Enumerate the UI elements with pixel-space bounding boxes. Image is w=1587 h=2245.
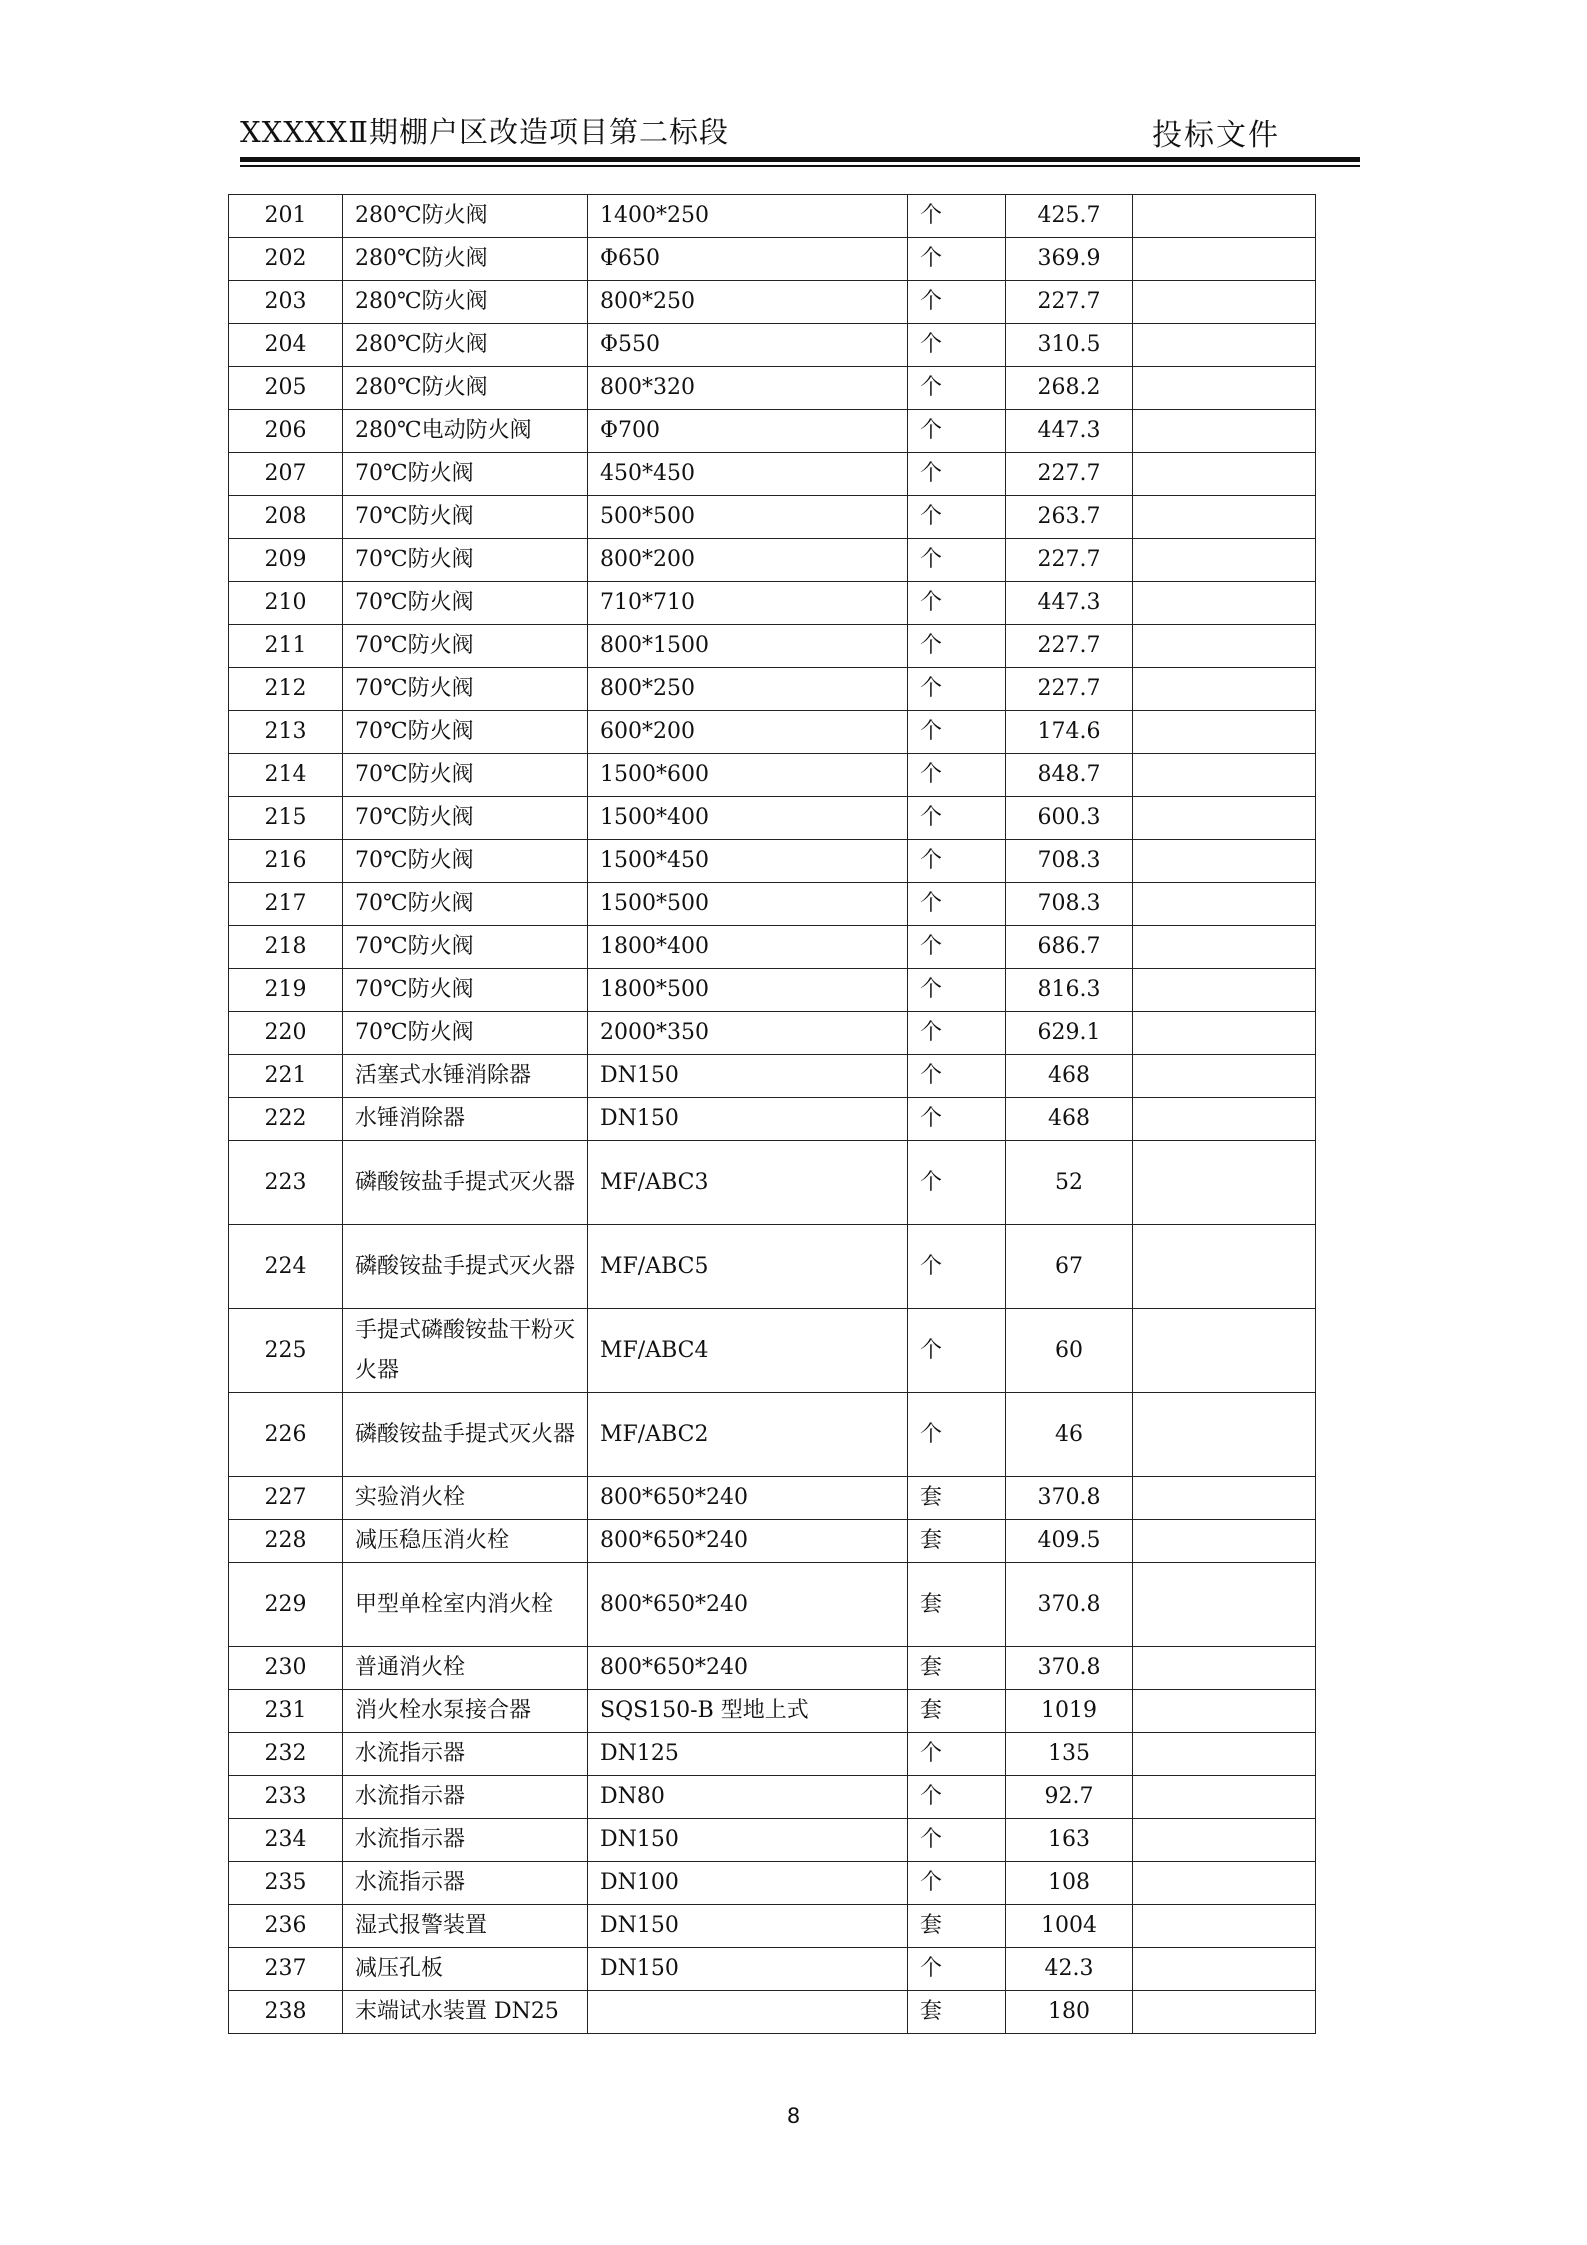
item-name: 减压孔板 (343, 1948, 588, 1991)
item-spec: DN150 (588, 1098, 908, 1141)
item-unit: 个 (908, 582, 1006, 625)
table-row (229, 1862, 1316, 1905)
item-price: 409.5 (1006, 1520, 1133, 1563)
item-price: 46 (1006, 1393, 1133, 1477)
item-unit: 套 (908, 1563, 1006, 1647)
item-spec: 1800*500 (588, 969, 908, 1012)
item-name: 水流指示器 (343, 1776, 588, 1819)
item-remark (1133, 1477, 1316, 1520)
item-name: 70℃防火阀 (343, 711, 588, 754)
item-unit: 个 (908, 539, 1006, 582)
item-remark (1133, 1393, 1316, 1477)
item-unit: 个 (908, 840, 1006, 883)
table-row (229, 1991, 1316, 2034)
item-price: 425.7 (1006, 195, 1133, 238)
item-remark (1133, 1776, 1316, 1819)
table-row (229, 453, 1316, 496)
item-unit: 个 (908, 969, 1006, 1012)
item-spec: Φ700 (588, 410, 908, 453)
item-unit: 个 (908, 496, 1006, 539)
item-unit: 套 (908, 1690, 1006, 1733)
table-row (229, 324, 1316, 367)
item-number: 206 (229, 410, 343, 453)
item-number: 230 (229, 1647, 343, 1690)
item-price: 447.3 (1006, 582, 1133, 625)
item-price: 135 (1006, 1733, 1133, 1776)
item-unit: 个 (908, 367, 1006, 410)
item-name: 70℃防火阀 (343, 1012, 588, 1055)
item-number: 201 (229, 195, 343, 238)
table-row (229, 195, 1316, 238)
item-price: 708.3 (1006, 883, 1133, 926)
table-row (229, 1948, 1316, 1991)
table-row (229, 840, 1316, 883)
page-header (240, 110, 1360, 156)
item-price: 42.3 (1006, 1948, 1133, 1991)
item-price: 108 (1006, 1862, 1133, 1905)
item-number: 225 (229, 1309, 343, 1393)
item-unit: 个 (908, 1012, 1006, 1055)
item-spec: 710*710 (588, 582, 908, 625)
table-row (229, 883, 1316, 926)
item-unit: 个 (908, 711, 1006, 754)
item-spec: SQS150-B 型地上式 (588, 1690, 908, 1733)
item-price: 67 (1006, 1225, 1133, 1309)
item-name: 280℃防火阀 (343, 367, 588, 410)
table-row (229, 926, 1316, 969)
item-number: 207 (229, 453, 343, 496)
item-name: 减压稳压消火栓 (343, 1520, 588, 1563)
item-price: 180 (1006, 1991, 1133, 2034)
item-spec: 800*650*240 (588, 1520, 908, 1563)
table-row (229, 625, 1316, 668)
item-unit: 个 (908, 625, 1006, 668)
item-price: 370.8 (1006, 1563, 1133, 1647)
item-spec: 800*1500 (588, 625, 908, 668)
item-remark (1133, 1309, 1316, 1393)
item-spec: DN150 (588, 1819, 908, 1862)
item-remark (1133, 754, 1316, 797)
item-number: 226 (229, 1393, 343, 1477)
item-remark (1133, 410, 1316, 453)
item-number: 208 (229, 496, 343, 539)
item-spec: 800*250 (588, 281, 908, 324)
item-number: 210 (229, 582, 343, 625)
item-remark (1133, 1862, 1316, 1905)
item-price: 708.3 (1006, 840, 1133, 883)
item-unit: 个 (908, 195, 1006, 238)
item-number: 235 (229, 1862, 343, 1905)
item-name: 磷酸铵盐手提式灭火器 (343, 1393, 588, 1477)
item-name: 湿式报警装置 (343, 1905, 588, 1948)
table-row (229, 797, 1316, 840)
item-number: 215 (229, 797, 343, 840)
item-price: 52 (1006, 1141, 1133, 1225)
item-name: 280℃防火阀 (343, 281, 588, 324)
item-remark (1133, 1733, 1316, 1776)
item-price: 227.7 (1006, 539, 1133, 582)
item-number: 238 (229, 1991, 343, 2034)
table-row (229, 1690, 1316, 1733)
item-price: 227.7 (1006, 625, 1133, 668)
table-row (229, 969, 1316, 1012)
item-name: 实验消火栓 (343, 1477, 588, 1520)
item-spec: 1500*400 (588, 797, 908, 840)
item-price: 447.3 (1006, 410, 1133, 453)
item-remark (1133, 1225, 1316, 1309)
item-unit: 个 (908, 1309, 1006, 1393)
item-spec: 450*450 (588, 453, 908, 496)
table-row (229, 1477, 1316, 1520)
item-number: 222 (229, 1098, 343, 1141)
item-number: 211 (229, 625, 343, 668)
item-unit: 套 (908, 1991, 1006, 2034)
item-number: 232 (229, 1733, 343, 1776)
item-price: 1004 (1006, 1905, 1133, 1948)
item-name: 280℃防火阀 (343, 195, 588, 238)
item-spec: 800*200 (588, 539, 908, 582)
item-name: 70℃防火阀 (343, 797, 588, 840)
table-row (229, 1520, 1316, 1563)
item-unit: 个 (908, 281, 1006, 324)
item-unit: 套 (908, 1647, 1006, 1690)
item-name: 70℃防火阀 (343, 539, 588, 582)
item-price: 163 (1006, 1819, 1133, 1862)
item-spec: 1500*450 (588, 840, 908, 883)
item-unit: 个 (908, 1948, 1006, 1991)
item-name: 70℃防火阀 (343, 754, 588, 797)
item-number: 227 (229, 1477, 343, 1520)
item-price: 370.8 (1006, 1647, 1133, 1690)
item-price: 174.6 (1006, 711, 1133, 754)
item-price: 310.5 (1006, 324, 1133, 367)
item-remark (1133, 1948, 1316, 1991)
item-unit: 个 (908, 1733, 1006, 1776)
item-spec: 800*250 (588, 668, 908, 711)
price-table-body (229, 195, 1316, 2034)
item-remark (1133, 883, 1316, 926)
item-number: 220 (229, 1012, 343, 1055)
item-remark (1133, 496, 1316, 539)
item-name: 280℃防火阀 (343, 324, 588, 367)
table-row (229, 1225, 1316, 1309)
item-price: 600.3 (1006, 797, 1133, 840)
item-number: 202 (229, 238, 343, 281)
item-name: 普通消火栓 (343, 1647, 588, 1690)
table-row (229, 1563, 1316, 1647)
table-row (229, 1647, 1316, 1690)
item-price: 370.8 (1006, 1477, 1133, 1520)
item-number: 209 (229, 539, 343, 582)
item-number: 233 (229, 1776, 343, 1819)
item-remark (1133, 1991, 1316, 2034)
item-remark (1133, 797, 1316, 840)
table-row (229, 238, 1316, 281)
item-price: 629.1 (1006, 1012, 1133, 1055)
table-row (229, 410, 1316, 453)
table-row (229, 281, 1316, 324)
item-spec: 2000*350 (588, 1012, 908, 1055)
item-price: 468 (1006, 1055, 1133, 1098)
item-remark (1133, 711, 1316, 754)
item-remark (1133, 1563, 1316, 1647)
item-price: 848.7 (1006, 754, 1133, 797)
item-remark (1133, 324, 1316, 367)
item-number: 236 (229, 1905, 343, 1948)
item-name: 70℃防火阀 (343, 453, 588, 496)
item-price: 227.7 (1006, 668, 1133, 711)
item-remark (1133, 582, 1316, 625)
item-remark (1133, 1141, 1316, 1225)
document-type-label: 投标文件 (1152, 118, 1280, 153)
item-price: 1019 (1006, 1690, 1133, 1733)
item-name: 水流指示器 (343, 1862, 588, 1905)
item-number: 205 (229, 367, 343, 410)
table-row (229, 582, 1316, 625)
item-price: 816.3 (1006, 969, 1133, 1012)
item-remark (1133, 668, 1316, 711)
price-table (228, 194, 1316, 2034)
item-spec: 800*650*240 (588, 1647, 908, 1690)
item-unit: 个 (908, 453, 1006, 496)
page-number: 8 (786, 2104, 801, 2128)
item-remark (1133, 1520, 1316, 1563)
item-name: 甲型单栓室内消火栓 (343, 1563, 588, 1647)
item-unit: 个 (908, 324, 1006, 367)
table-row (229, 711, 1316, 754)
item-number: 223 (229, 1141, 343, 1225)
item-remark (1133, 1012, 1316, 1055)
item-price: 369.9 (1006, 238, 1133, 281)
table-row (229, 496, 1316, 539)
item-remark (1133, 840, 1316, 883)
document-title: XXXXXⅡ期棚户区改造项目第二标段 (240, 115, 729, 149)
table-row (229, 1055, 1316, 1098)
item-unit: 个 (908, 883, 1006, 926)
item-name: 70℃防火阀 (343, 668, 588, 711)
item-name: 70℃防火阀 (343, 840, 588, 883)
item-name: 消火栓水泵接合器 (343, 1690, 588, 1733)
item-spec: 800*650*240 (588, 1477, 908, 1520)
item-unit: 个 (908, 926, 1006, 969)
item-spec: 1500*500 (588, 883, 908, 926)
table-row (229, 1098, 1316, 1141)
item-price: 92.7 (1006, 1776, 1133, 1819)
table-row (229, 1141, 1316, 1225)
item-number: 224 (229, 1225, 343, 1309)
item-remark (1133, 238, 1316, 281)
item-spec: DN80 (588, 1776, 908, 1819)
item-remark (1133, 1819, 1316, 1862)
item-name: 70℃防火阀 (343, 883, 588, 926)
item-spec: 1800*400 (588, 926, 908, 969)
item-spec: 600*200 (588, 711, 908, 754)
item-unit: 个 (908, 1098, 1006, 1141)
table-row (229, 1776, 1316, 1819)
item-spec: 1500*600 (588, 754, 908, 797)
item-number: 217 (229, 883, 343, 926)
item-spec: MF/ABC5 (588, 1225, 908, 1309)
header-rule-thin (240, 165, 1360, 167)
table-row (229, 539, 1316, 582)
item-price: 686.7 (1006, 926, 1133, 969)
item-remark (1133, 281, 1316, 324)
item-number: 228 (229, 1520, 343, 1563)
item-remark (1133, 539, 1316, 582)
item-spec: DN125 (588, 1733, 908, 1776)
item-price: 227.7 (1006, 281, 1133, 324)
item-number: 231 (229, 1690, 343, 1733)
item-number: 212 (229, 668, 343, 711)
item-unit: 个 (908, 1225, 1006, 1309)
item-price: 468 (1006, 1098, 1133, 1141)
table-row (229, 754, 1316, 797)
item-unit: 个 (908, 1141, 1006, 1225)
item-remark (1133, 969, 1316, 1012)
table-row (229, 1309, 1316, 1393)
item-remark (1133, 195, 1316, 238)
item-number: 213 (229, 711, 343, 754)
item-unit: 个 (908, 754, 1006, 797)
item-remark (1133, 1055, 1316, 1098)
item-name: 磷酸铵盐手提式灭火器 (343, 1225, 588, 1309)
item-name: 70℃防火阀 (343, 496, 588, 539)
item-number: 229 (229, 1563, 343, 1647)
item-name: 70℃防火阀 (343, 926, 588, 969)
item-remark (1133, 453, 1316, 496)
item-number: 237 (229, 1948, 343, 1991)
item-remark (1133, 1098, 1316, 1141)
item-spec (588, 1991, 908, 2034)
item-name: 70℃防火阀 (343, 969, 588, 1012)
item-unit: 套 (908, 1520, 1006, 1563)
item-name: 活塞式水锤消除器 (343, 1055, 588, 1098)
item-name: 水流指示器 (343, 1819, 588, 1862)
item-spec: MF/ABC4 (588, 1309, 908, 1393)
table-row (229, 1819, 1316, 1862)
item-spec: DN150 (588, 1055, 908, 1098)
item-remark (1133, 625, 1316, 668)
item-remark (1133, 926, 1316, 969)
item-unit: 个 (908, 1393, 1006, 1477)
item-spec: Φ650 (588, 238, 908, 281)
item-unit: 个 (908, 1055, 1006, 1098)
item-name: 水锤消除器 (343, 1098, 588, 1141)
item-number: 214 (229, 754, 343, 797)
item-spec: 800*320 (588, 367, 908, 410)
table-row (229, 1733, 1316, 1776)
table-row (229, 1905, 1316, 1948)
item-number: 221 (229, 1055, 343, 1098)
item-number: 203 (229, 281, 343, 324)
item-remark (1133, 1905, 1316, 1948)
item-spec: DN150 (588, 1905, 908, 1948)
item-name: 280℃防火阀 (343, 238, 588, 281)
item-number: 216 (229, 840, 343, 883)
item-remark (1133, 1647, 1316, 1690)
table-row (229, 668, 1316, 711)
item-spec: 800*650*240 (588, 1563, 908, 1647)
item-price: 227.7 (1006, 453, 1133, 496)
item-unit: 个 (908, 1776, 1006, 1819)
item-spec: Φ550 (588, 324, 908, 367)
item-number: 218 (229, 926, 343, 969)
item-unit: 套 (908, 1905, 1006, 1948)
item-unit: 个 (908, 410, 1006, 453)
item-unit: 个 (908, 668, 1006, 711)
item-number: 204 (229, 324, 343, 367)
item-unit: 个 (908, 1819, 1006, 1862)
item-spec: 1400*250 (588, 195, 908, 238)
item-name: 70℃防火阀 (343, 625, 588, 668)
item-spec: 500*500 (588, 496, 908, 539)
item-price: 263.7 (1006, 496, 1133, 539)
table-row (229, 1012, 1316, 1055)
table-row (229, 367, 1316, 410)
item-spec: DN100 (588, 1862, 908, 1905)
item-number: 234 (229, 1819, 343, 1862)
item-name: 末端试水装置 DN25 (343, 1991, 588, 2034)
item-name: 280℃电动防火阀 (343, 410, 588, 453)
item-name: 水流指示器 (343, 1733, 588, 1776)
item-number: 219 (229, 969, 343, 1012)
item-unit: 套 (908, 1477, 1006, 1520)
item-name: 70℃防火阀 (343, 582, 588, 625)
item-unit: 个 (908, 1862, 1006, 1905)
item-unit: 个 (908, 238, 1006, 281)
item-name: 手提式磷酸铵盐干粉灭火器 (343, 1309, 588, 1393)
item-spec: MF/ABC3 (588, 1141, 908, 1225)
item-remark (1133, 1690, 1316, 1733)
header-rule-thick (240, 157, 1360, 162)
item-name: 磷酸铵盐手提式灭火器 (343, 1141, 588, 1225)
item-unit: 个 (908, 797, 1006, 840)
item-spec: DN150 (588, 1948, 908, 1991)
item-price: 268.2 (1006, 367, 1133, 410)
item-spec: MF/ABC2 (588, 1393, 908, 1477)
table-row (229, 1393, 1316, 1477)
item-remark (1133, 367, 1316, 410)
item-price: 60 (1006, 1309, 1133, 1393)
